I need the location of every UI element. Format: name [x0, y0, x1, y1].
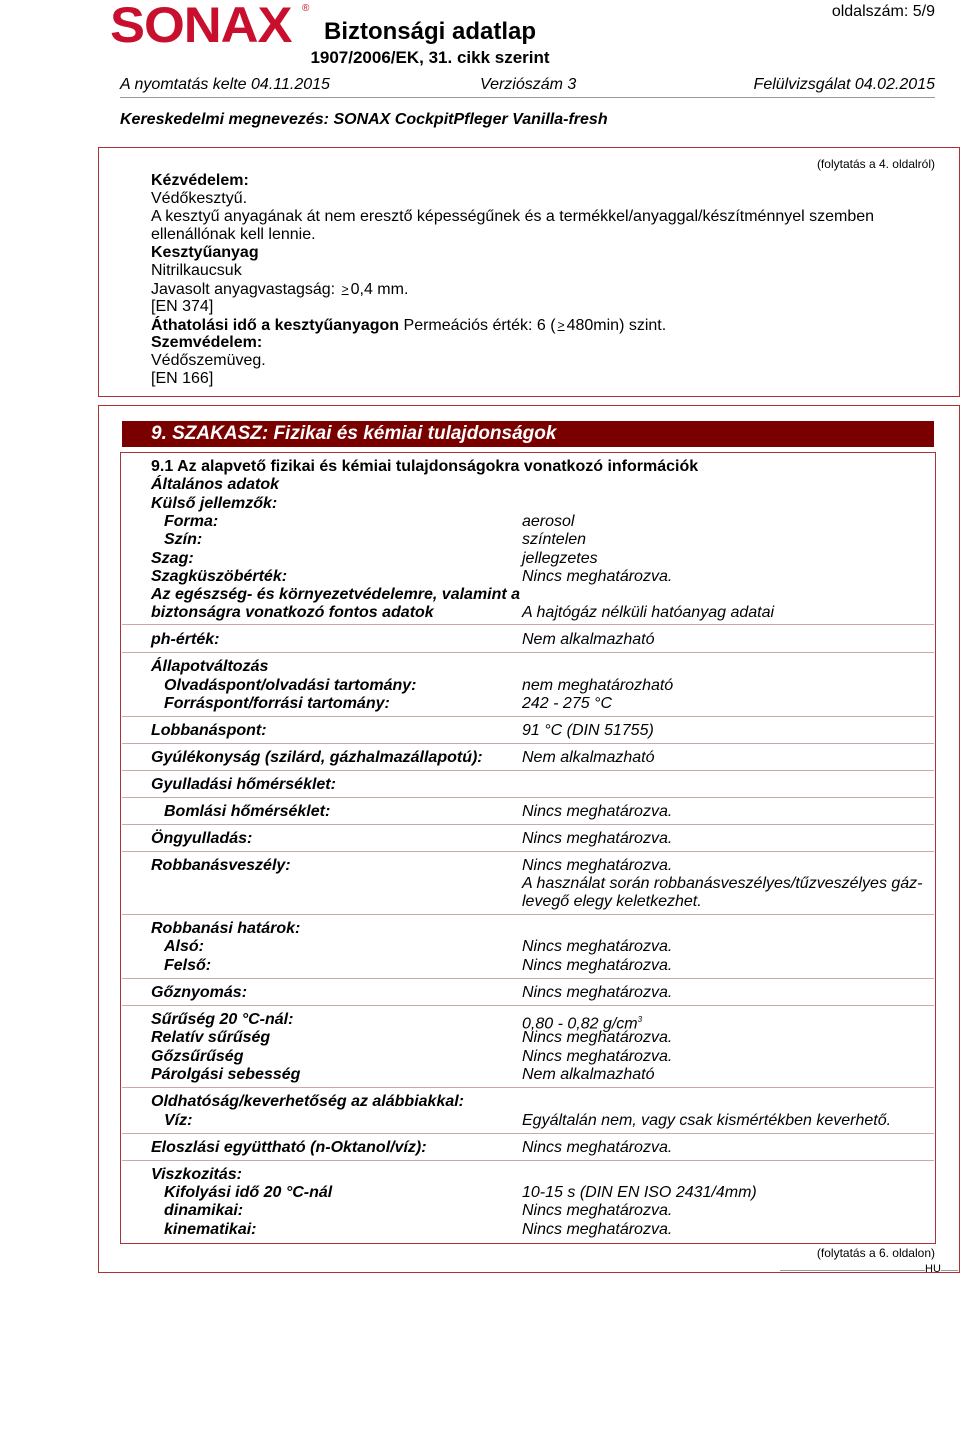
section9-1-heading: 9.1 Az alapvető fizikai és kémiai tulajdonságokra vonatkozó információk	[151, 458, 699, 475]
water-label: Víz:	[164, 1112, 193, 1129]
viscosity-label: Viszkozitás:	[151, 1166, 242, 1183]
appearance-label: Külső jellemzők:	[151, 495, 278, 512]
vapor-pressure-value: Nincs meghatározva.	[522, 984, 673, 1001]
partition-coefficient-value: Nincs meghatározva.	[522, 1139, 673, 1156]
ph-value: Nem alkalmazható	[522, 631, 655, 648]
odor-threshold-value: Nincs meghatározva.	[522, 568, 673, 585]
vapor-density-value: Nincs meghatározva.	[522, 1048, 673, 1065]
ge-symbol: >	[557, 318, 565, 332]
kinematic-viscosity-value: Nincs meghatározva.	[522, 1221, 673, 1238]
footer-line	[780, 1270, 925, 1271]
language-code: HU	[925, 1263, 941, 1275]
relative-density-value: Nincs meghatározva.	[522, 1029, 673, 1046]
ignition-temp-label: Gyulladási hőmérséklet:	[151, 776, 336, 793]
thickness-value: 0,4 mm.	[350, 281, 409, 298]
odor-value: jellegzetes	[522, 550, 598, 567]
flammability-value: Nem alkalmazható	[522, 749, 655, 766]
color-value: színtelen	[522, 531, 587, 548]
solubility-label: Oldhatóság/keverhetőség az alábbiakkal:	[151, 1093, 465, 1110]
row-divider	[122, 652, 934, 653]
water-value: Egyáltalán nem, vagy csak kismértékben keverhető.	[522, 1112, 892, 1129]
eye-protection-value: Védőszemüveg.	[151, 352, 266, 369]
thickness-label: Javasolt anyagvastagság:	[151, 281, 336, 298]
melting-point-value: nem meghatározható	[522, 677, 674, 694]
decomposition-temp-label: Bomlási hőmérséklet:	[164, 803, 331, 820]
health-value: A hajtógáz nélküli hatóanyag adatai	[522, 604, 775, 621]
health-label-2: biztonságra vonatkozó fontos adatok	[151, 604, 434, 621]
glove-material-label: Kesztyűanyag	[151, 244, 259, 261]
glove-thickness	[151, 280, 408, 299]
color-label: Szín:	[164, 531, 203, 548]
dynamic-viscosity-value: Nincs meghatározva.	[522, 1202, 673, 1219]
explosion-danger-value: Nincs meghatározva.	[522, 857, 673, 874]
version-number: Verziószám 3	[480, 76, 577, 93]
upper-limit-label: Felső:	[164, 957, 212, 974]
breakthrough-value-b: 480min) szint.	[566, 317, 667, 334]
partition-coefficient-label: Eloszlási együttható (n-Oktanol/víz):	[151, 1139, 427, 1156]
section9-title: 9. SZAKASZ: Fizikai és kémiai tulajdonságok	[122, 421, 934, 447]
flow-time-label: Kifolyási idő 20 °C-nál	[164, 1184, 333, 1201]
row-divider	[122, 743, 934, 744]
lower-limit-label: Alsó:	[164, 938, 204, 955]
explosion-limits-label: Robbanási határok:	[151, 920, 301, 937]
print-date: A nyomtatás kelte 04.11.2015	[120, 76, 330, 93]
odor-threshold-label: Szagküszöbérték:	[151, 568, 288, 585]
evaporation-rate-value: Nem alkalmazható	[522, 1066, 655, 1083]
evaporation-rate-label: Párolgási sebesség	[151, 1066, 301, 1083]
general-data-label: Általános adatok	[151, 476, 280, 493]
self-ignition-value: Nincs meghatározva.	[522, 830, 673, 847]
row-divider	[122, 1087, 934, 1088]
en374-standard: [EN 374]	[151, 298, 214, 315]
row-divider	[122, 716, 934, 717]
row-divider	[122, 1133, 934, 1134]
row-divider	[122, 624, 934, 625]
glove-note-1: A kesztyű anyagának át nem eresztő képességűnek és a termékkel/anyaggal/készítménnyel szemben	[151, 208, 875, 225]
header-divider	[120, 97, 935, 98]
ph-label: ph-érték:	[151, 631, 220, 648]
continued-on-note: (folytatás a 6. oldalon)	[816, 1246, 935, 1260]
density-number: 0,80 - 0,82 g/cm	[522, 1015, 638, 1033]
lower-limit-value: Nincs meghatározva.	[522, 938, 673, 955]
boiling-point-value: 242 - 275 °C	[522, 695, 613, 712]
row-divider	[122, 914, 934, 915]
vapor-density-label: Gőzsűrűség	[151, 1048, 244, 1065]
hand-protection-value: Védőkesztyű.	[151, 190, 248, 207]
kinematic-viscosity-label: kinematikai:	[164, 1221, 257, 1238]
page-number: oldalszám: 5/9	[831, 3, 935, 20]
odor-label: Szag:	[151, 550, 194, 567]
ge-symbol: >	[341, 282, 349, 296]
row-divider	[122, 797, 934, 798]
density-exponent: 3	[637, 1015, 643, 1024]
vapor-pressure-label: Gőznyomás:	[151, 984, 248, 1001]
breakthrough-value-a: Permeációs érték: 6 (	[403, 317, 556, 334]
footer-line-end	[941, 1270, 958, 1271]
health-label-1: Az egészség- és környezetvédelemre, valamint a	[151, 586, 521, 603]
registered-mark: ®	[302, 3, 310, 14]
breakthrough-label: Áthatolási idő a kesztyűanyagon	[151, 317, 400, 334]
density-label: Sűrűség 20 °C-nál:	[151, 1011, 294, 1028]
en166-standard: [EN 166]	[151, 370, 214, 387]
glove-material-value: Nitrilkaucsuk	[151, 262, 242, 279]
flash-point-value: 91 °C (DIN 51755)	[522, 722, 654, 739]
relative-density-label: Relatív sűrűség	[151, 1029, 271, 1046]
row-divider	[122, 824, 934, 825]
hand-protection-label: Kézvédelem:	[151, 172, 249, 189]
explosion-danger-note-2: levegő elegy keletkezhet.	[522, 893, 702, 910]
flow-time-value: 10-15 s (DIN EN ISO 2431/4mm)	[522, 1184, 757, 1201]
product-name: Kereskedelmi megnevezés: SONAX CockpitPfleger Vanilla-fresh	[120, 111, 608, 128]
sonax-logo: SONAX	[110, 0, 292, 53]
flammability-label: Gyúlékonyság (szilárd, gázhalmazállapotú):	[151, 749, 483, 766]
form-value: aerosol	[522, 513, 575, 530]
row-divider	[122, 978, 934, 979]
breakthrough-time	[151, 316, 666, 335]
upper-limit-value: Nincs meghatározva.	[522, 957, 673, 974]
melting-point-label: Olvadáspont/olvadási tartomány:	[164, 677, 417, 694]
explosion-danger-note-1: A használat során robbanásveszélyes/tűzveszélyes gáz-	[522, 875, 923, 892]
explosion-danger-label: Robbanásveszély:	[151, 857, 291, 874]
row-divider	[122, 770, 934, 771]
form-label: Forma:	[164, 513, 219, 530]
revision-date: Felülvizsgálat 04.02.2015	[753, 76, 935, 93]
self-ignition-label: Öngyulladás:	[151, 830, 253, 847]
boiling-point-label: Forráspont/forrási tartomány:	[164, 695, 390, 712]
row-divider	[122, 1160, 934, 1161]
dynamic-viscosity-label: dinamikai:	[164, 1202, 244, 1219]
document-title: Biztonsági adatlap	[323, 18, 537, 45]
row-divider	[122, 851, 934, 852]
eye-protection-label: Szemvédelem:	[151, 334, 263, 351]
decomposition-temp-value: Nincs meghatározva.	[522, 803, 673, 820]
flash-point-label: Lobbanáspont:	[151, 722, 267, 739]
document-subtitle: 1907/2006/EK, 31. cikk szerint	[310, 48, 550, 67]
glove-note-2: ellenállónak kell lennie.	[151, 226, 316, 243]
row-divider	[122, 1005, 934, 1006]
continued-from-note: (folytatás a 4. oldalról)	[816, 157, 935, 171]
state-change-label: Állapotváltozás	[151, 658, 269, 675]
